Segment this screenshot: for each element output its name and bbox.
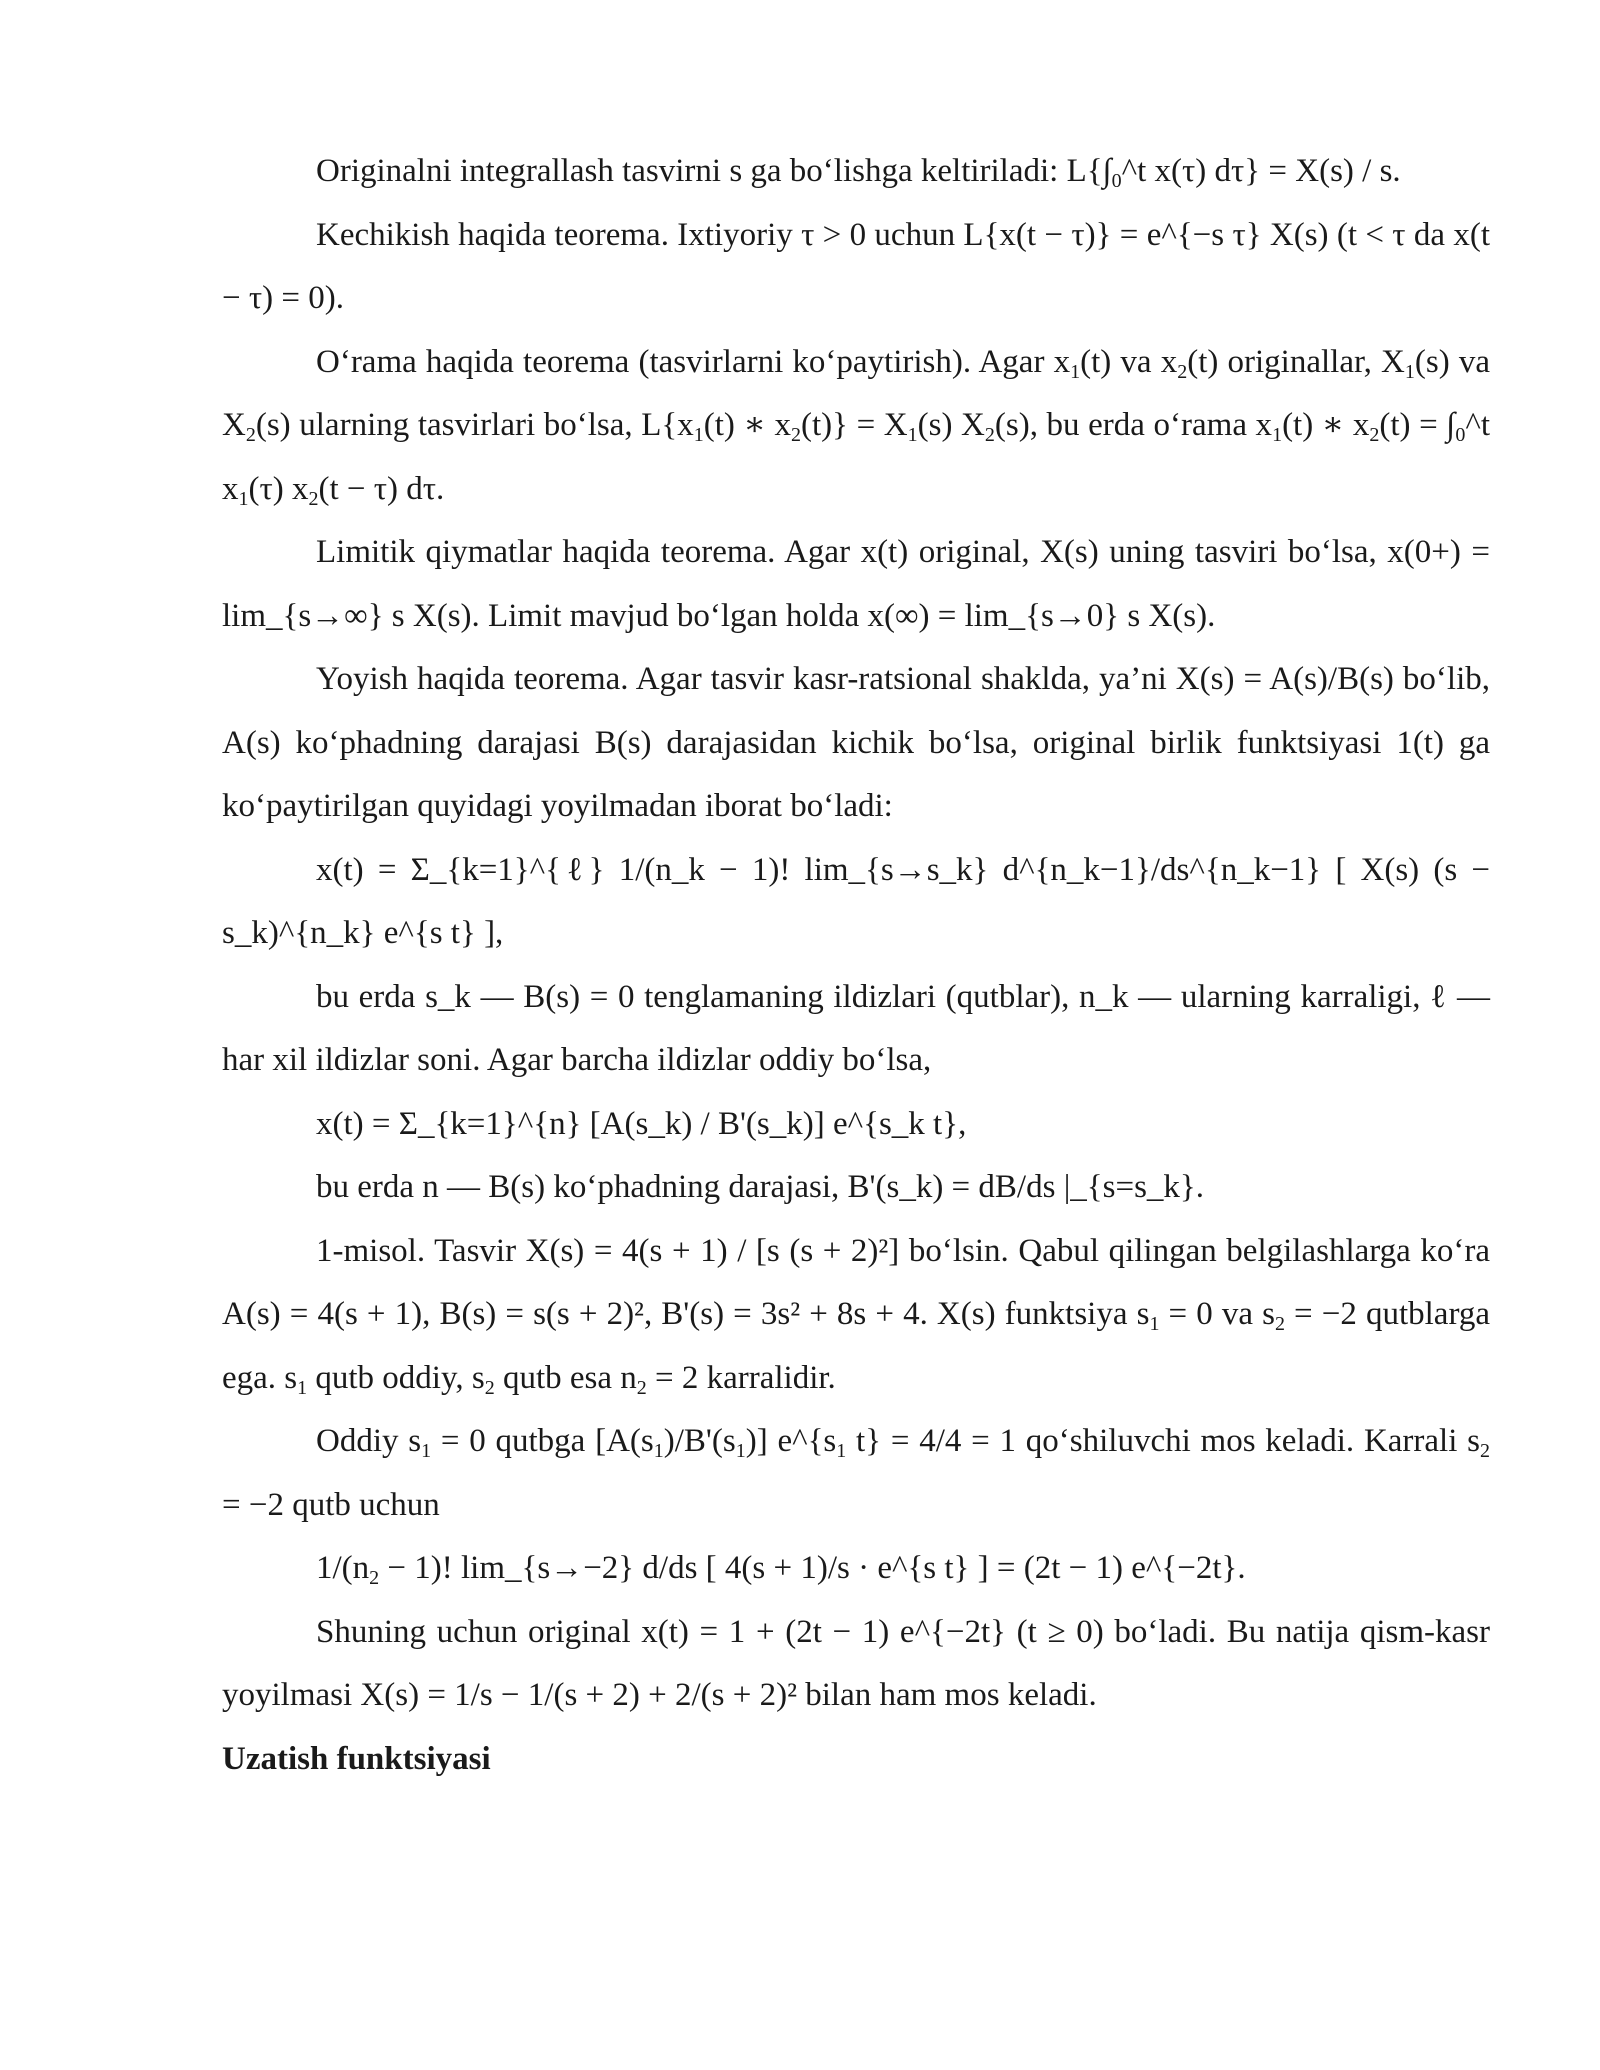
- paragraph-limit-theorem: Limitik qiymatlar haqida teorema. Agar x(t) original, X(s) uning tasviri bo‘lsa, x(0+) = lim_{s→∞} s X(s). Limit mavjud bo‘lgan holda x(∞) = lim_{s→0} s X(s).: [222, 534, 1490, 634]
- paragraph-integration: Originalni integrallash tasvirni s ga bo‘lishga keltiriladi: $L\{\int_0\^{}t$ x(τ) dτ} = X(s) / s.: [316, 153, 1401, 192]
- paragraph-convolution-theorem: O‘rama haqida teorema (tasvirlarni ko‘paytirish). Agar $x_1(t)$ va $x_2(t)$ originallar, $X_1(s)$ va $X_2(s)$ ularning tasvirlari bo‘lsa, $L\{x_1(t)$ ∗ $x_2(t)\} = X_1(s)$ $X_2(s)$, bu erda o‘rama $x_1(t)$ ∗ $x_2(t)$ = $\int_0\^{}t$ $x_1(\tau) x_2(t - \tau)$ dτ.: [222, 343, 1491, 510]
- paragraph-degree-explanation: bu erda n — B(s) ko‘phadning darajasi, B'(s_k) = dB/ds |_{s=s_k}.: [316, 1169, 1205, 1205]
- formula-expansion-simple: x(t) = Σ_{k=1}^{n} [A(s_k) / B'(s_k)] e^{s_k t},: [316, 1105, 967, 1142]
- paragraph-simple-pole: Oddiy $s_1 = 0$ qutbga $[A(s_1)/B'(s_1)]$ $e\^{}\{s_1$ t} = 4/4 = 1 qo‘shiluvchi mos keladi. Karrali $s_2 = -2$ qutb uchun: [222, 1423, 1490, 1523]
- paragraph-poles-explanation: bu erda s_k — B(s) = 0 tenglamaning ildizlari (qutblar), n_k — ularning karraligi, ℓ — har xil ildizlar soni. Agar barcha ildizlar oddiy bo‘lsa,: [222, 978, 1490, 1078]
- paragraph-expansion-theorem: Yoyish haqida teorema. Agar tasvir kasr-ratsional shaklda, ya’ni X(s) = A(s)/B(s) bo‘lib, A(s) ko‘phadning darajasi B(s) darajasidan kichik bo‘lsa, original birlik funktsiyasi 1(t) ga ko‘paytirilgan quyidagi yoyilmadan iborat bo‘ladi:: [222, 661, 1490, 824]
- paragraph-result: Shuning uchun original x(t) = 1 + (2t − 1) e^{−2t} (t ≥ 0) bo‘ladi. Bu natija qism-kasr yoyilmasi X(s) = 1/s − 1/(s + 2) + 2/(s + 2)² bilan ham mos keladi.: [222, 1613, 1490, 1713]
- formula-multiple-pole: $1/(n_2 - 1)$! lim_{s→−2} d/ds [ 4(s + 1)/s · e^{s t} ] = (2t − 1) e^{−2t}.: [316, 1550, 1246, 1589]
- section-heading: Uzatish funktsiyasi: [222, 1740, 491, 1777]
- document-page: [222, 140, 1490, 1791]
- paragraph-delay-theorem: Kechikish haqida teorema. Ixtiyoriy τ > 0 uchun L{x(t − τ)} = e^{−s τ} X(s) (t < τ da x(t − τ) = 0).: [222, 216, 1490, 316]
- formula-expansion-general: x(t) = Σ_{k=1}^{ℓ} 1/(n_k − 1)! lim_{s→s_k} d^{n_k−1}/ds^{n_k−1} [ X(s) (s − s_k)^{n_k} e^{s t} ],: [222, 851, 1490, 951]
- paragraph-example-1: 1-misol. Tasvir X(s) = 4(s + 1) / [s (s + 2)²] bo‘lsin. Qabul qilingan belgilashlarga ko‘ra A(s) = 4(s + 1), B(s) = s(s + 2)², B'(s) = 3s² + 8s + 4. X(s) funktsiya $s_1 = 0$ va $s_2 = -2$ qutblarga ega. $s_1$ qutb oddiy, $s_2$ qutb esa $n_2 = 2$ karralidir.: [222, 1232, 1490, 1399]
